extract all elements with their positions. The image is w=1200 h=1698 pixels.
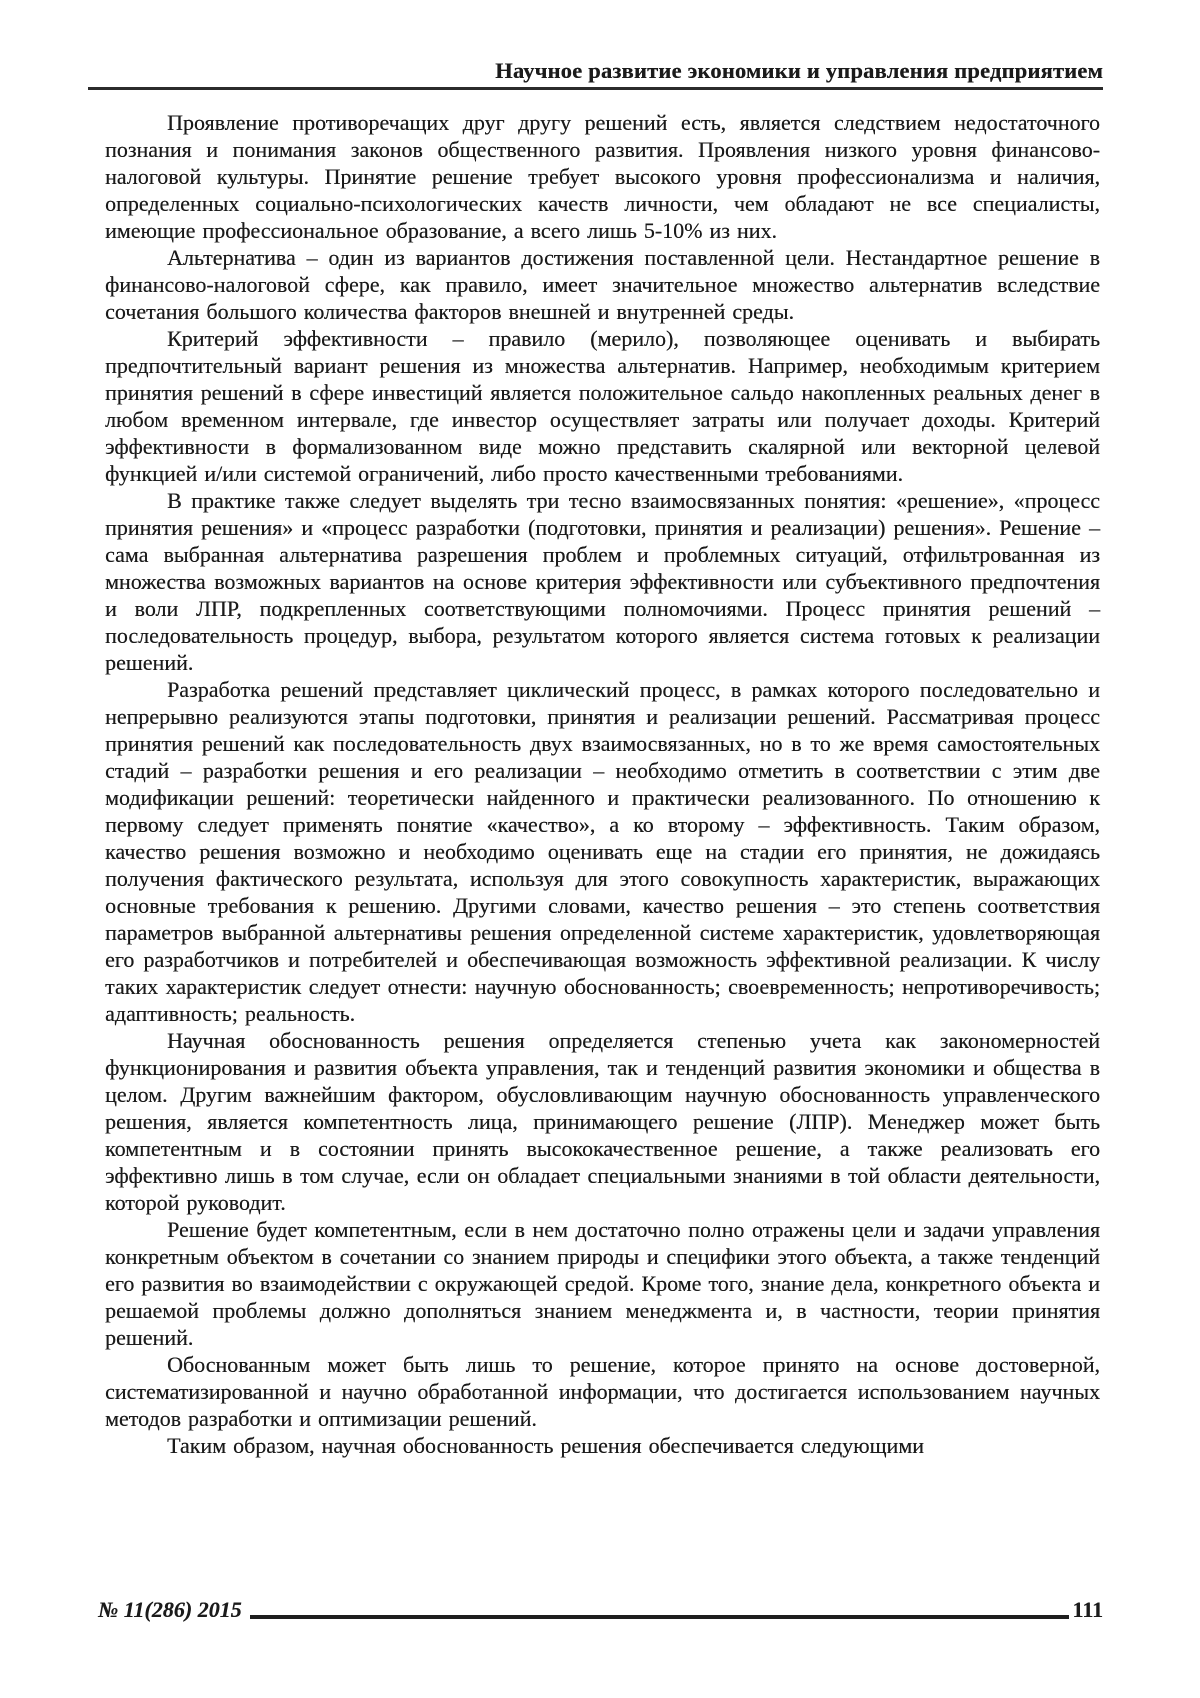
paragraph: Таким образом, научная обоснованность решения обеспечивается следующими	[167, 1433, 924, 1458]
paragraph: Проявление противоречащих друг другу решений есть, является следствием недостаточного познания и понимания законов общественного развития. Проявления низкого уровня финансово-налоговой культуры. Принятие решение требует высокого уровня профессионализма и наличия, определенных социально-психологических качеств личности, чем обладают не все специалисты, имеющие профессиональное образование, а всего лишь 5-10% из них.	[105, 110, 1100, 243]
footer-rule	[250, 1615, 1070, 1619]
running-header	[88, 58, 1103, 90]
journal-issue: № 11(286) 2015	[98, 1597, 242, 1622]
paragraph: В практике также следует выделять три тесно взаимосвязанных понятия: «решение», «процесс принятия решения» и «процесс разработки (подготовки, принятия и реализации) решения». Решение – сама выбранная альтернатива разрешения проблем и проблемных ситуаций, отфильтрованная из множества возможных вариантов на основе критерия эффективности или субъективного предпочтения и воли ЛПР, подкрепленных соответствующими полномочиями. Процесс принятия решений – последовательность процедур, выбора, результатом которого является система готовых к реализации решений.	[105, 488, 1100, 675]
page-footer	[98, 1597, 1103, 1623]
paragraph: Критерий эффективности – правило (мерило), позволяющее оценивать и выбирать предпочтительный вариант решения из множества альтернатив. Например, необходимым критерием принятия решений в сфере инвестиций является положительное сальдо накопленных реальных денег в любом временном интервале, где инвестор осуществляет затраты или получает доходы. Критерий эффективности в формализованном виде можно представить скалярной или векторной целевой функцией и/или системой ограничений, либо просто качественными требованиями.	[105, 326, 1100, 486]
page-number: 111	[1072, 1597, 1103, 1622]
paragraph: Научная обоснованность решения определяется степенью учета как закономерностей функционирования и развития объекта управления, так и тенденций развития экономики и общества в целом. Другим важнейшим фактором, обусловливающим научную обоснованность управленческого решения, является компетентность лица, принимающего решение (ЛПР). Менеджер может быть компетентным и в состоянии принять высококачественное решение, а также реализовать его эффективно лишь в том случае, если он обладает специальными знаниями в той области деятельности, которой руководит.	[105, 1028, 1100, 1215]
paragraph: Альтернатива – один из вариантов достижения поставленной цели. Нестандартное решение в финансово-налоговой сфере, как правило, имеет значительное множество альтернатив вследствие сочетания большого количества факторов внешней и внутренней среды.	[105, 245, 1100, 324]
article-body	[105, 109, 1100, 1459]
running-header-title: Научное развитие экономики и управления предприятием	[495, 58, 1103, 83]
paragraph: Разработка решений представляет циклический процесс, в рамках которого последовательно и непрерывно реализуются этапы подготовки, принятия и реализации решений. Рассматривая процесс принятия решений как последовательность двух взаимосвязанных, но в то же время самостоятельных стадий – разработки решения и его реализации – необходимо отметить в соответствии с этим две модификации решений: теоретически найденного и практически реализованного. По отношению к первому следует применять понятие «качество», а ко второму – эффективность. Таким образом, качество решения возможно и необходимо оценивать еще на стадии его принятия, не дожидаясь получения фактического результата, используя для этого совокупность характеристик, выражающих основные требования к решению. Другими словами, качество решения – это степень соответствия параметров выбранной альтернативы решения определенной системе характеристик, удовлетворяющая его разработчиков и потребителей и обеспечивающая возможность эффективной реализации. К числу таких характеристик следует отнести: научную обоснованность; своевременность; непротиворечивость; адаптивность; реальность.	[105, 677, 1100, 1026]
paragraph: Обоснованным может быть лишь то решение, которое принято на основе достоверной, систематизированной и научно обработанной информации, что достигается использованием научных методов разработки и оптимизации решений.	[105, 1352, 1100, 1431]
paragraph: Решение будет компетентным, если в нем достаточно полно отражены цели и задачи управления конкретным объектом в сочетании со знанием природы и специфики этого объекта, а также тенденций его развития во взаимодействии с окружающей средой. Кроме того, знание дела, конкретного объекта и решаемой проблемы должно дополняться знанием менеджмента и, в частности, теории принятия решений.	[105, 1217, 1100, 1350]
